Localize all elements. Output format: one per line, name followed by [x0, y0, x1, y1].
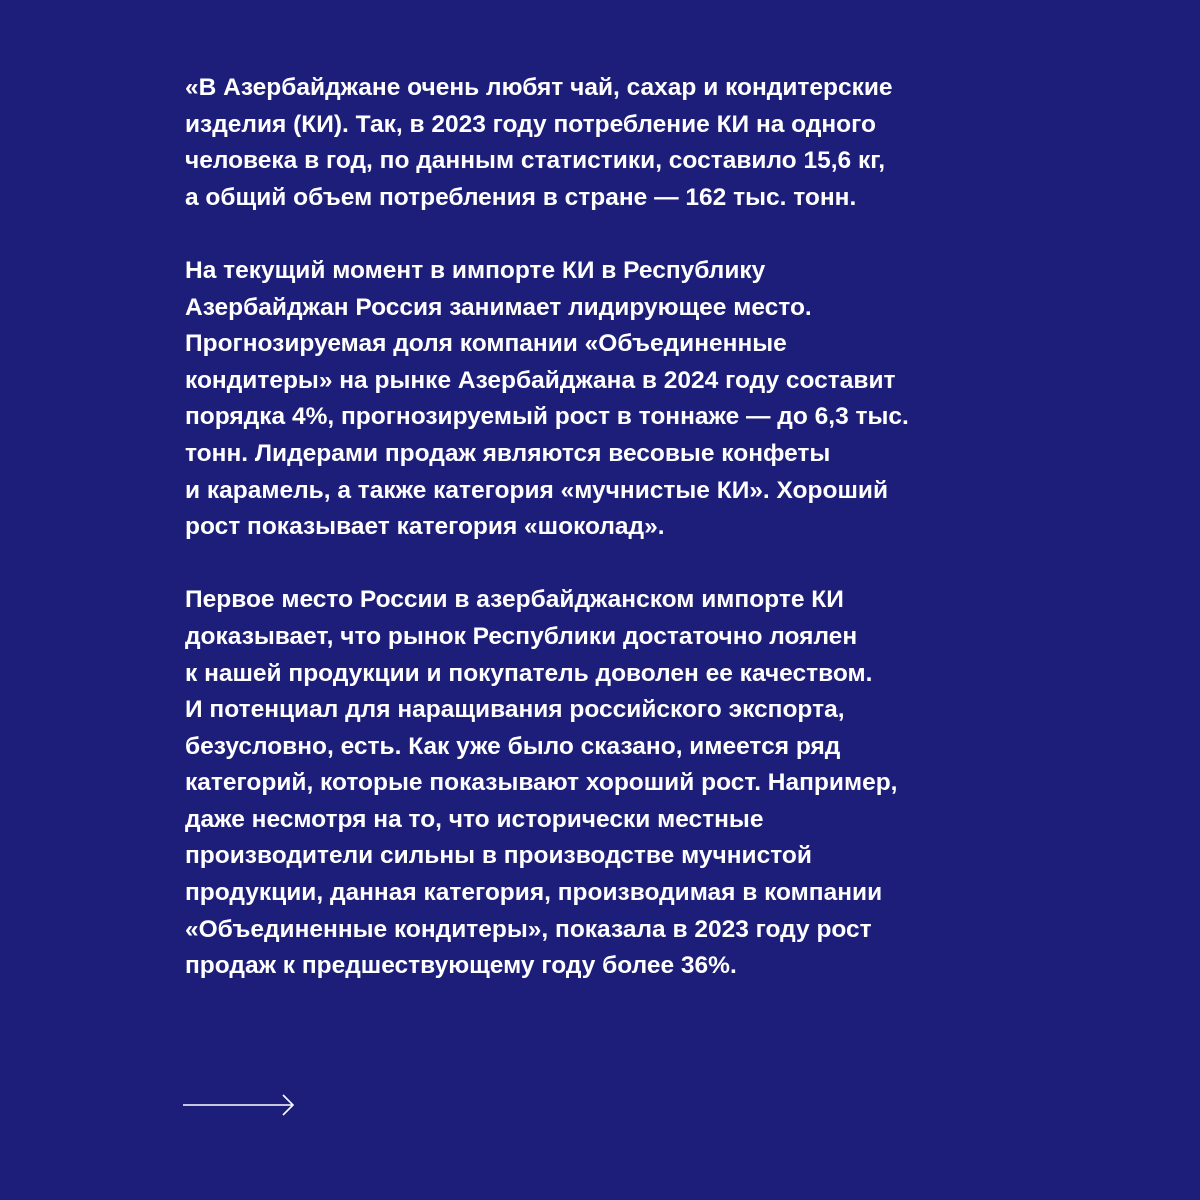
- text-line: изделия (КИ). Так, в 2023 году потребление КИ на одного: [185, 110, 876, 138]
- article-text: [185, 70, 1085, 985]
- text-line: продаж к предшествующему году более 36%.: [185, 952, 737, 980]
- text-line: тонн. Лидерами продаж являются весовые конфеты: [185, 439, 831, 467]
- text-line: рост показывает категория «шоколад».: [185, 513, 665, 541]
- text-line: Первое место России в азербайджанском импорте КИ: [185, 586, 844, 614]
- text-line: и карамель, а также категория «мучнистые КИ». Хороший: [185, 476, 888, 504]
- text-line: производители сильны в производстве мучнистой: [185, 842, 812, 870]
- text-line: а общий объем потребления в стране — 162 тыс. тонн.: [185, 183, 857, 211]
- text-line: к нашей продукции и покупатель доволен ее качеством.: [185, 659, 873, 687]
- text-line: На текущий момент в импорте КИ в Республику: [185, 256, 766, 284]
- text-line: продукции, данная категория, производимая в компании: [185, 879, 883, 907]
- paragraph-1: [185, 70, 1085, 216]
- text-line: И потенциал для наращивания российского экспорта,: [185, 696, 845, 724]
- arrow-right-icon: [183, 1093, 297, 1117]
- next-slide-button[interactable]: [183, 1093, 297, 1117]
- paragraph-2: [185, 253, 1085, 546]
- text-line: «В Азербайджане очень любят чай, сахар и кондитерские: [185, 74, 893, 101]
- text-line: порядка 4%, прогнозируемый рост в тоннаже — до 6,3 тыс.: [185, 403, 909, 431]
- text-line: Прогнозируемая доля компании «Объединенные: [185, 330, 787, 358]
- text-line: человека в год, по данным статистики, составило 15,6 кг,: [185, 147, 886, 175]
- text-line: даже несмотря на то, что исторически местные: [185, 805, 764, 833]
- text-line: «Объединенные кондитеры», показала в 2023 году рост: [185, 915, 872, 943]
- text-line: доказывает, что рынок Республики достаточно лоялен: [185, 622, 858, 650]
- paragraph-3: [185, 582, 1085, 985]
- text-line: категорий, которые показывают хороший рост. Например,: [185, 769, 898, 797]
- text-line: кондитеры» на рынке Азербайджана в 2024 году составит: [185, 366, 896, 394]
- text-line: Азербайджан Россия занимает лидирующее место.: [185, 293, 812, 321]
- text-line: безусловно, есть. Как уже было сказано, имеется ряд: [185, 732, 841, 760]
